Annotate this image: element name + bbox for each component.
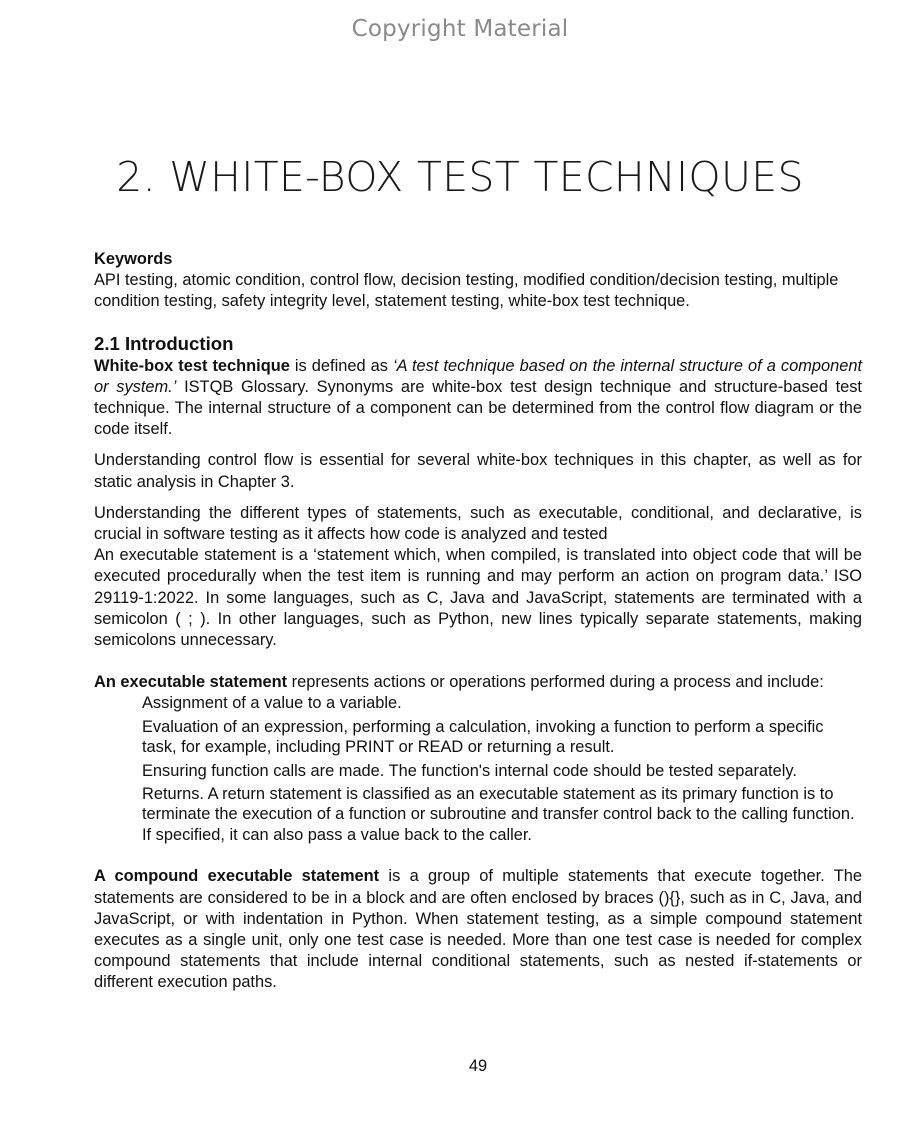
page-number: 49 (468, 1057, 488, 1075)
compound-statement-text: is a group of multiple statements that execute together. The statements are considered to be in a block and are often enclosed by braces (){}, such as in C, Java, and JavaScript, or with indentation in Python. When statement testing, as a simple compound statement executes as a single unit, only one test case is needed. More than one test case is needed for complex compound statements that include internal conditional statements, such as nested if-statements or different execution paths. (94, 867, 862, 992)
definition-connector: is defined as (289, 356, 393, 375)
glossary-quote: ‘A test technique based on the internal structure of a component or system.’ (94, 356, 862, 396)
list-item: Assignment of a value to a variable. (142, 694, 402, 713)
executable-statement-list (94, 693, 862, 845)
chapter-title: 2. WHITE-BOX TEST TECHNIQUES (116, 153, 804, 201)
page-body (94, 249, 862, 1004)
intro-paragraph-control-flow: Understanding control flow is essential for several white-box techniques in this chapter, as well as for static analysis in Chapter 3. (94, 451, 862, 491)
section-heading-introduction: 2.1 Introduction (94, 332, 234, 354)
executable-statement-text: represents actions or operations performed during a process and include: (287, 673, 824, 692)
intro-paragraph-definition (94, 356, 862, 441)
intro-paragraph-executable-definition: An executable statement is a ‘statement which, when compiled, is translated into object code that will be executed procedurally when the test item is running and may perform an action on program data.’ ISO 29119-1:2022. In some languages, such as C, Java and JavaScript, statements are terminated with a semicolon ( ; ). In other languages, such as Python, new lines typically separate statements, making semicolons unnecessary. (94, 546, 862, 650)
defined-term: White-box test technique (94, 356, 290, 375)
copyright-banner: Copyright Material (351, 16, 569, 42)
compound-statement-paragraph (94, 866, 862, 993)
list-item: Returns. A return statement is classified as an executable statement as its primary function is to terminate the execution of a function or subroutine and transfer control back to the calling function. If specified, it can also pass a value back to the caller. (142, 785, 855, 844)
executable-statement-term: An executable statement (94, 673, 288, 692)
list-item: Evaluation of an expression, performing a calculation, invoking a function to perform a specific task, for example, including PRINT or READ or returning a result. (142, 717, 824, 757)
compound-statement-term: A compound executable statement (94, 867, 380, 886)
keywords-list: API testing, atomic condition, control flow, decision testing, modified condition/decision testing, multiple condition testing, safety integrity level, statement testing, white-box test technique. (94, 271, 839, 311)
definition-continuation: ISTQB Glossary. Synonyms are white-box test design technique and structure-based test technique. The internal structure of a component can be determined from the control flow diagram or the code itself. (94, 377, 862, 439)
executable-statement-paragraph (94, 672, 862, 693)
keywords-heading: Keywords (94, 250, 173, 268)
list-item: Ensuring function calls are made. The function's internal code should be tested separately. (142, 761, 797, 780)
intro-paragraph-statement-types: Understanding the different types of statements, such as executable, conditional, and declarative, is crucial in software testing as it affects how code is analyzed and tested (94, 503, 862, 544)
